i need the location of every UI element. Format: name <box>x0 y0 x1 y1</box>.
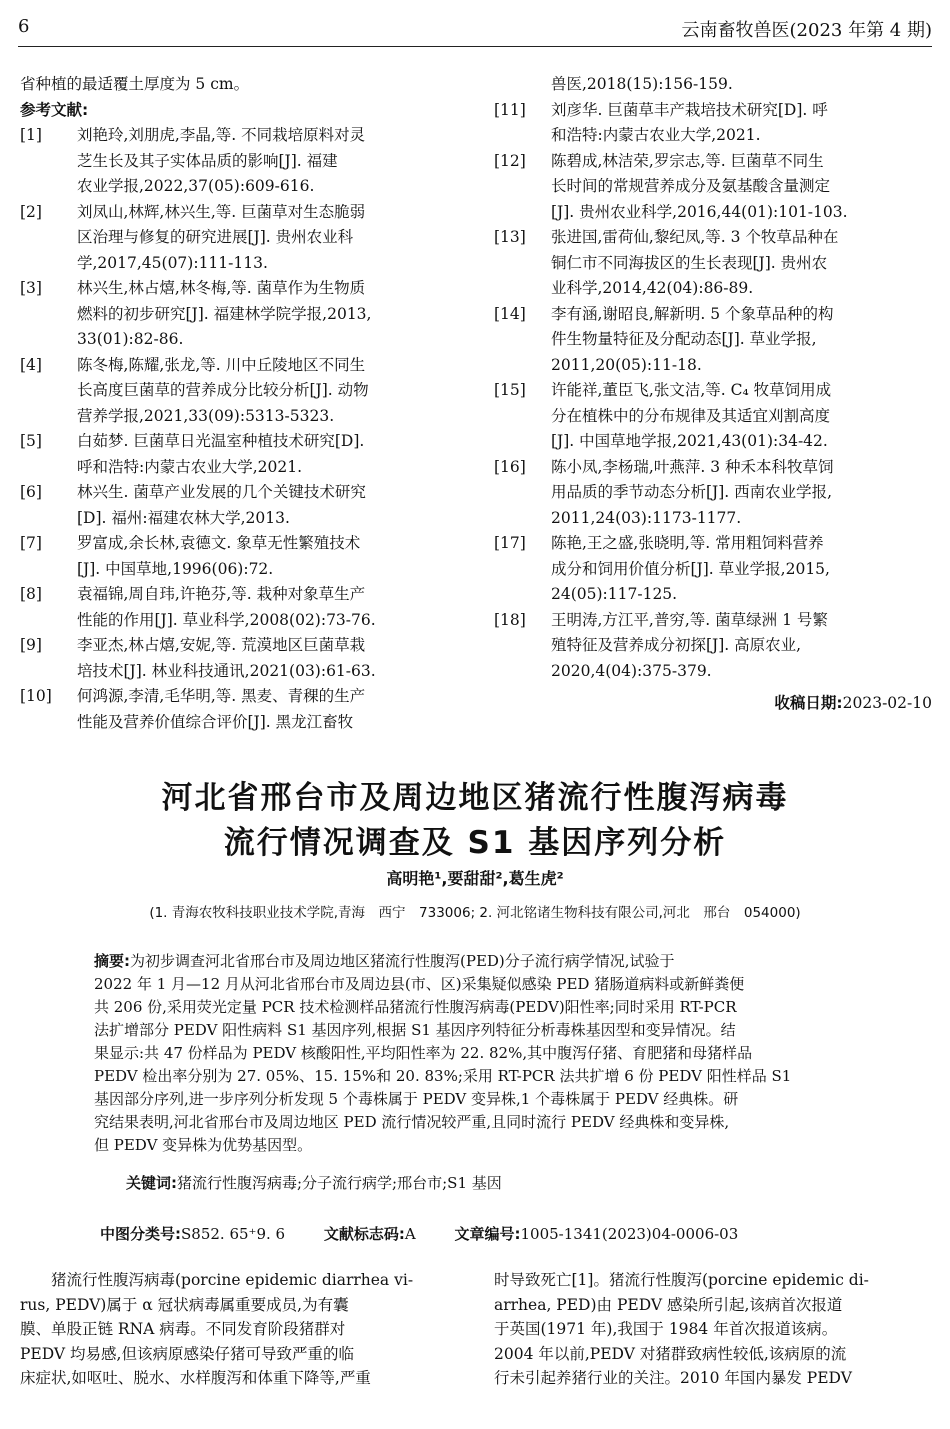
keywords-label: 关键词: <box>126 1174 177 1192</box>
header-rule <box>18 46 932 47</box>
article-number-label: 文章编号: <box>454 1225 521 1243</box>
reference-text-line: 芝生长及其子实体品质的影响[J]. 福建 <box>77 151 338 170</box>
reference-text-line: 性能及营养价值综合评价[J]. 黑龙江畜牧 <box>77 712 354 731</box>
reference-entry <box>20 200 460 277</box>
reference-text-line: 陈小凤,李杨瑞,叶燕萍. 3 种禾本科牧草饲 <box>551 457 834 476</box>
abstract-line-1 <box>94 950 894 973</box>
abstract <box>94 950 894 1157</box>
reference-number: [4] <box>20 355 42 374</box>
reference-number: [8] <box>20 585 42 603</box>
reference-text-line: 袁福锦,周自玮,许艳芬,等. 栽种对象草生产 <box>77 585 366 603</box>
reference-text-line: 成分和饲用价值分析[J]. 草业学报,2015, <box>551 559 830 578</box>
reference-text-line: 陈艳,王之盛,张晓明,等. 常用粗饲料营养 <box>551 534 824 552</box>
reference-continuation: 兽医,2018(15):156-159. <box>551 75 733 93</box>
reference-text-line: 张进国,雷荷仙,黎纪凤,等. 3 个牧草品种在 <box>551 228 839 246</box>
reference-text-line: 业科学,2014,42(04):86-89. <box>551 279 754 297</box>
reference-number: [6] <box>20 483 42 501</box>
reference-text-line: 罗富成,余长林,袁德文. 象草无性繁殖技术 <box>77 534 361 552</box>
keywords <box>126 1172 502 1193</box>
reference-text-line: 长时间的常规营养成分及氨基酸含量测定 <box>551 177 831 195</box>
reference-text-line: 长高度巨菌草的营养成分比较分析[J]. 动物 <box>77 381 369 399</box>
article-title-line-2: 流行情况调查及 S1 基因序列分析 <box>223 825 727 861</box>
reference-text-line: 33(01):82-86. <box>77 330 184 348</box>
body-line: 2004 年以前,PEDV 对猪群致病性较低,该病原的流 <box>494 1344 847 1363</box>
body-line: 时导致死亡[1]。猪流行性腹泻(porcine epidemic di- <box>494 1271 869 1289</box>
reference-text-line: [D]. 福州:福建农林大学,2013. <box>77 508 290 527</box>
received-date-value: 2023-02-10 <box>842 694 932 712</box>
reference-text-line: 性能的作用[J]. 草业科学,2008(02):73-76. <box>77 610 376 629</box>
abstract-line: 法扩增部分 PEDV 阳性病料 S1 基因序列,根据 S1 基因序列特征分析毒株基因型和变异情况。结 <box>94 1021 736 1039</box>
reference-entry <box>494 608 934 685</box>
abstract-line: 究结果表明,河北省邢台市及周边地区 PED 流行情况较严重,且同时流行 PEDV 经典株和变异株, <box>94 1113 730 1131</box>
reference-entry <box>494 225 934 302</box>
abstract-line-1-text: 为初步调查河北省邢台市及周边地区猪流行性腹泻(PED)分子流行病学情况,试验于 <box>130 952 675 970</box>
reference-text-line: [J]. 贵州农业科学,2016,44(01):101-103. <box>551 202 848 221</box>
reference-number: [15] <box>494 381 526 399</box>
left-reference-column <box>20 72 460 735</box>
abstract-line: 2022 年 1 月—12 月从河北省邢台市及周边县(市、区)采集疑似感染 PED 猪肠道病料或新鲜粪便 <box>94 975 745 993</box>
body-line: 猪流行性腹泻病毒(porcine epidemic diarrhea vi- <box>20 1271 414 1289</box>
reference-entry <box>494 302 934 379</box>
reference-text-line: 陈碧成,林洁荣,罗宗志,等. 巨菌草不同生 <box>551 151 824 170</box>
reference-entry <box>20 480 460 531</box>
reference-text-line: 区治理与修复的研究进展[J]. 贵州农业科 <box>77 228 354 246</box>
body-line: 膜、单股正链 RNA 病毒。不同发育阶段猪群对 <box>20 1320 346 1338</box>
reference-entry <box>494 455 934 532</box>
reference-entry <box>20 276 460 353</box>
reference-text-line: 刘艳玲,刘朋虎,李晶,等. 不同栽培原料对灵 <box>77 126 366 144</box>
reference-number: [16] <box>494 457 526 476</box>
reference-text-line: 营养学报,2021,33(09):5313-5323. <box>77 406 335 425</box>
reference-entry <box>494 98 934 149</box>
reference-text-line: 分在植株中的分布规律及其适宜刈割高度 <box>551 406 831 425</box>
reference-number: [13] <box>494 228 526 246</box>
article-title-line-1: 河北省邢台市及周边地区猪流行性腹泻病毒 <box>161 780 789 816</box>
document-code-value: A <box>404 1225 416 1243</box>
reference-entry <box>494 531 934 608</box>
body-line: 床症状,如呕吐、脱水、水样腹泻和体重下降等,严重 <box>20 1369 371 1387</box>
reference-text-line: 铜仁市不同海拔区的生长表现[J]. 贵州农 <box>551 253 828 272</box>
reference-text-line: 件生物量特征及分配动态[J]. 草业学报, <box>551 330 817 348</box>
reference-text-line: 殖特征及营养成分初探[J]. 高原农业, <box>551 636 802 654</box>
body-line: 于英国(1971 年),我国于 1984 年首次报道该病。 <box>494 1320 838 1338</box>
reference-text-line: 培技术[J]. 林业科技通讯,2021(03):61-63. <box>77 661 376 680</box>
reference-text-line: 王明涛,方江平,普穷,等. 菌草绿洲 1 号繁 <box>551 610 828 629</box>
body-line: PEDV 均易感,但该病原感染仔猪可导致严重的临 <box>20 1344 354 1363</box>
reference-text-line: 陈冬梅,陈耀,张龙,等. 川中丘陵地区不同生 <box>77 355 366 374</box>
article-number-value: 1005-1341(2023)04-0006-03 <box>520 1225 739 1243</box>
reference-text-line: 2020,4(04):375-379. <box>551 661 712 680</box>
reference-number: [17] <box>494 534 526 552</box>
reference-text-line: 白茹梦. 巨菌草日光温室种植技术研究[D]. <box>77 432 365 450</box>
reference-text-line: [J]. 中国草地,1996(06):72. <box>77 559 274 578</box>
reference-list-left <box>20 123 460 735</box>
abstract-line: 但 PEDV 变异株为优势基因型。 <box>94 1136 313 1154</box>
reference-text-line: 林兴生,林占熺,林冬梅,等. 菌草作为生物质 <box>77 279 366 297</box>
reference-text-line: 何鸿源,李清,毛华明,等. 黑麦、青稞的生产 <box>77 687 366 705</box>
received-date <box>774 691 932 713</box>
reference-list-right <box>494 98 934 685</box>
article-authors: 高明艳¹,要甜甜²,葛生虎² <box>386 869 564 888</box>
clc-value: S852. 65⁺9. 6 <box>181 1225 286 1243</box>
document-code-label: 文献标志码: <box>323 1225 405 1243</box>
reference-number: [18] <box>494 610 526 629</box>
right-reference-column <box>494 72 934 684</box>
abstract-label: 摘要: <box>94 952 130 970</box>
keywords-text: 猪流行性腹泻病毒;分子流行病学;邢台市;S1 基因 <box>177 1174 502 1192</box>
reference-entry <box>20 429 460 480</box>
author-affiliations: (1. 青海农牧科技职业技术学院,青海 西宁 733006; 2. 河北铭诸生物科技有限公司,河北 邢台 054000) <box>149 905 801 921</box>
previous-article-tail: 省种植的最适覆土厚度为 5 cm。 <box>20 75 250 93</box>
references-heading: 参考文献: <box>20 100 89 119</box>
reference-text-line: 农业学报,2022,37(05):609-616. <box>77 177 315 195</box>
reference-entry <box>20 531 460 582</box>
reference-text-line: 燃料的初步研究[J]. 福建林学院学报,2013, <box>77 304 372 323</box>
body-line: rus, PEDV)属于 α 冠状病毒属重要成员,为有囊 <box>20 1295 349 1314</box>
reference-number: [3] <box>20 279 42 297</box>
reference-text-line: 许能祥,董臣飞,张文洁,等. C₄ 牧草饲用成 <box>551 381 832 399</box>
reference-text-line: 林兴生. 菌草产业发展的几个关键技术研究 <box>77 483 366 501</box>
reference-number: [2] <box>20 202 42 221</box>
body-text-left <box>20 1268 460 1391</box>
reference-number: [10] <box>20 687 52 705</box>
reference-text-line: 刘彦华. 巨菌草丰产栽培技术研究[D]. 呼 <box>551 100 828 119</box>
article-number <box>454 1225 738 1243</box>
received-date-label: 收稿日期: <box>774 694 843 712</box>
journal-header: 云南畜牧兽医(2023 年第 4 期) <box>681 20 932 41</box>
reference-number: [12] <box>494 151 526 170</box>
reference-text-line: [J]. 中国草地学报,2021,43(01):34-42. <box>551 432 828 450</box>
reference-number: [5] <box>20 432 42 450</box>
body-text-right <box>494 1268 934 1391</box>
reference-entry <box>20 633 460 684</box>
body-line: arrhea, PED)由 PEDV 感染所引起,该病首次报道 <box>494 1295 843 1314</box>
reference-number: [9] <box>20 636 42 654</box>
abstract-line: 共 206 份,采用荧光定量 PCR 技术检测样品猪流行性腹泻病毒(PEDV)阳性率;同时采用 RT-PCR <box>94 998 737 1016</box>
reference-text-line: 用品质的季节动态分析[J]. 西南农业学报, <box>551 483 833 501</box>
reference-entry <box>20 582 460 633</box>
clc-label: 中图分类号: <box>100 1225 181 1243</box>
abstract-line: 基因部分序列,进一步序列分析发现 5 个毒株属于 PEDV 变异株,1 个毒株属于 PEDV 经典株。研 <box>94 1090 739 1108</box>
clc-number <box>100 1225 285 1243</box>
page-number: 6 <box>18 16 30 37</box>
reference-entry <box>494 149 934 226</box>
reference-text-line: 学,2017,45(07):111-113. <box>77 253 268 272</box>
reference-number: [7] <box>20 534 42 552</box>
reference-text-line: 2011,20(05):11-18. <box>551 355 702 374</box>
reference-text-line: 李亚杰,林占熺,安妮,等. 荒漠地区巨菌草栽 <box>77 636 366 654</box>
reference-entry <box>20 353 460 430</box>
reference-text-line: 和浩特:内蒙古农业大学,2021. <box>551 126 761 144</box>
reference-number: [11] <box>494 100 526 119</box>
reference-entry <box>20 123 460 200</box>
reference-text-line: 24(05):117-125. <box>551 585 678 603</box>
reference-text-line: 刘凤山,林辉,林兴生,等. 巨菌草对生态脆弱 <box>77 202 366 221</box>
reference-text-line: 2011,24(03):1173-1177. <box>551 508 742 527</box>
body-line: 行未引起养猪行业的关注。2010 年国内暴发 PEDV <box>494 1369 852 1387</box>
document-code <box>324 1225 416 1243</box>
reference-text-line: 呼和浩特:内蒙古农业大学,2021. <box>77 457 303 476</box>
abstract-line: 果显示:共 47 份样品为 PEDV 核酸阳性,平均阳性率为 22. 82%,其中腹泻仔猪、育肥猪和母猪样品 <box>94 1044 753 1062</box>
abstract-line: PEDV 检出率分别为 27. 05%、15. 15%和 20. 83%;采用 RT-PCR 法共扩增 6 份 PEDV 阳性样品 S1 <box>94 1067 792 1085</box>
reference-number: [1] <box>20 126 42 144</box>
reference-entry <box>20 684 460 735</box>
reference-entry <box>494 378 934 455</box>
classification-line <box>100 1223 738 1244</box>
reference-number: [14] <box>494 304 526 323</box>
reference-text-line: 李有涵,谢昭良,解新明. 5 个象草品种的构 <box>551 304 834 323</box>
